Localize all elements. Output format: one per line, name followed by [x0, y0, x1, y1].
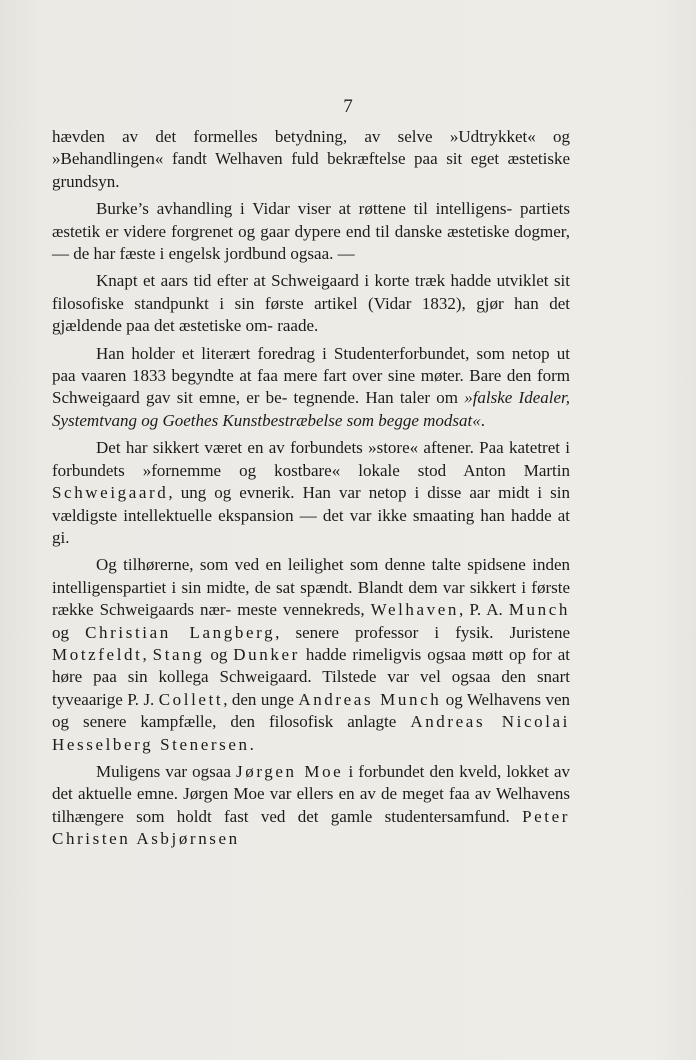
paragraph [52, 554, 570, 756]
spaced-name: Peter Christen Asbjørnsen [52, 806, 570, 849]
paragraph [52, 198, 570, 265]
text-run: , P. A. [459, 600, 509, 620]
spaced-name: Andreas Munch [298, 689, 442, 709]
paragraph [52, 126, 570, 193]
text-run: Burke’s avhandling i Vidar viser at røttene til intelligens‑ partiets æstetik er videre forgrenet og gaar dypere end til danske æstetiske dogmer, — de har fæste i engelsk jordbund ogsaa. — [52, 199, 570, 264]
paragraph [52, 761, 570, 851]
text-run: hævden av det formelles betydning, av selve »Udtrykket« og »Behandlingen« fandt Welhaven fuld bekræftelse paa sit eget æstetiske grundsyn. [52, 127, 570, 191]
text-run: i forbundet den kveld, lokket av det aktuelle emne. Jørgen Moe var ellers en av de meget faa av Welhavens tilhængere som holdt fast ved det gamle studentersamfund. [52, 761, 570, 826]
spaced-name: Dunker [233, 644, 300, 664]
text-run: Knapt et aars tid efter at Schweigaard i korte træk hadde utviklet sit filosofiske standpunkt i sin første artikel (Vidar 1832), gjør han det gjældende paa det æstetiske om‑ raade. [52, 271, 570, 336]
paragraph [52, 437, 570, 549]
text-run: Han holder et literært foredrag i Studenterforbundet, som netop ut paa vaaren 1833 begyndte at faa mere fart over sine møter. Bare den form Schweigaard gav sit emne, er be‑ tegnende. Han taler om [52, 343, 570, 408]
text-run: Og tilhørerne, som ved en leilighet som denne talte spidsene inden intelligenspartiet i sin midte, de sat spændt. Blandt dem var sikkert i første række Schweigaards nær‑ meste vennekreds, [52, 555, 570, 620]
spaced-name: Motzfeldt [52, 644, 143, 664]
text-run: og [52, 622, 86, 642]
spaced-name: Andreas Nicolai Hesselberg Stenersen [52, 712, 570, 754]
text-run: . [249, 734, 254, 754]
text-run: og Welhavens ven og senere kampfælle, den filosofisk anlagte [52, 689, 570, 732]
text-run: og [204, 644, 234, 664]
paragraph [52, 343, 570, 433]
text-run: , senere professor i fysik. Juristene [275, 622, 571, 642]
spaced-name: Welhaven [370, 600, 460, 620]
text-run: Muligens var ogsaa [96, 761, 237, 781]
spaced-name: Schweigaard [52, 483, 169, 503]
text-run: Det har sikkert været en av forbundets »store« aftener. Paa katetret i forbundets »fornemme og kostbare« lokale stod Anton Martin [52, 438, 570, 480]
text-run: , den unge [223, 689, 299, 709]
text-run: , ung og evnerik. Han var netop i disse aar midt i sin vældigste intellektuelle ekspansion — det var ikke smaating han hadde at gi. [52, 483, 570, 547]
spaced-name: Christian Langberg [85, 622, 276, 642]
spaced-name: Collett [158, 689, 224, 709]
text-run: , [142, 644, 153, 664]
body-text [52, 126, 570, 856]
text-run: hadde rimeligvis ogsaa møtt op for at høre paa sin kollega Schweigaard. Tilstede var vel ogsaa den snart tyveaarige P. J. [52, 644, 571, 709]
spaced-name: Stang [152, 644, 205, 664]
spaced-name: Jørgen Moe [236, 761, 344, 781]
italic-title: »falske Idealer, Systemtvang og Goethes Kunstbestræbelse som begge modsat« [52, 388, 570, 430]
spaced-name: Munch [508, 600, 570, 620]
page-number: 7 [343, 96, 353, 117]
text-run: . [480, 410, 485, 430]
paragraph [52, 270, 570, 337]
